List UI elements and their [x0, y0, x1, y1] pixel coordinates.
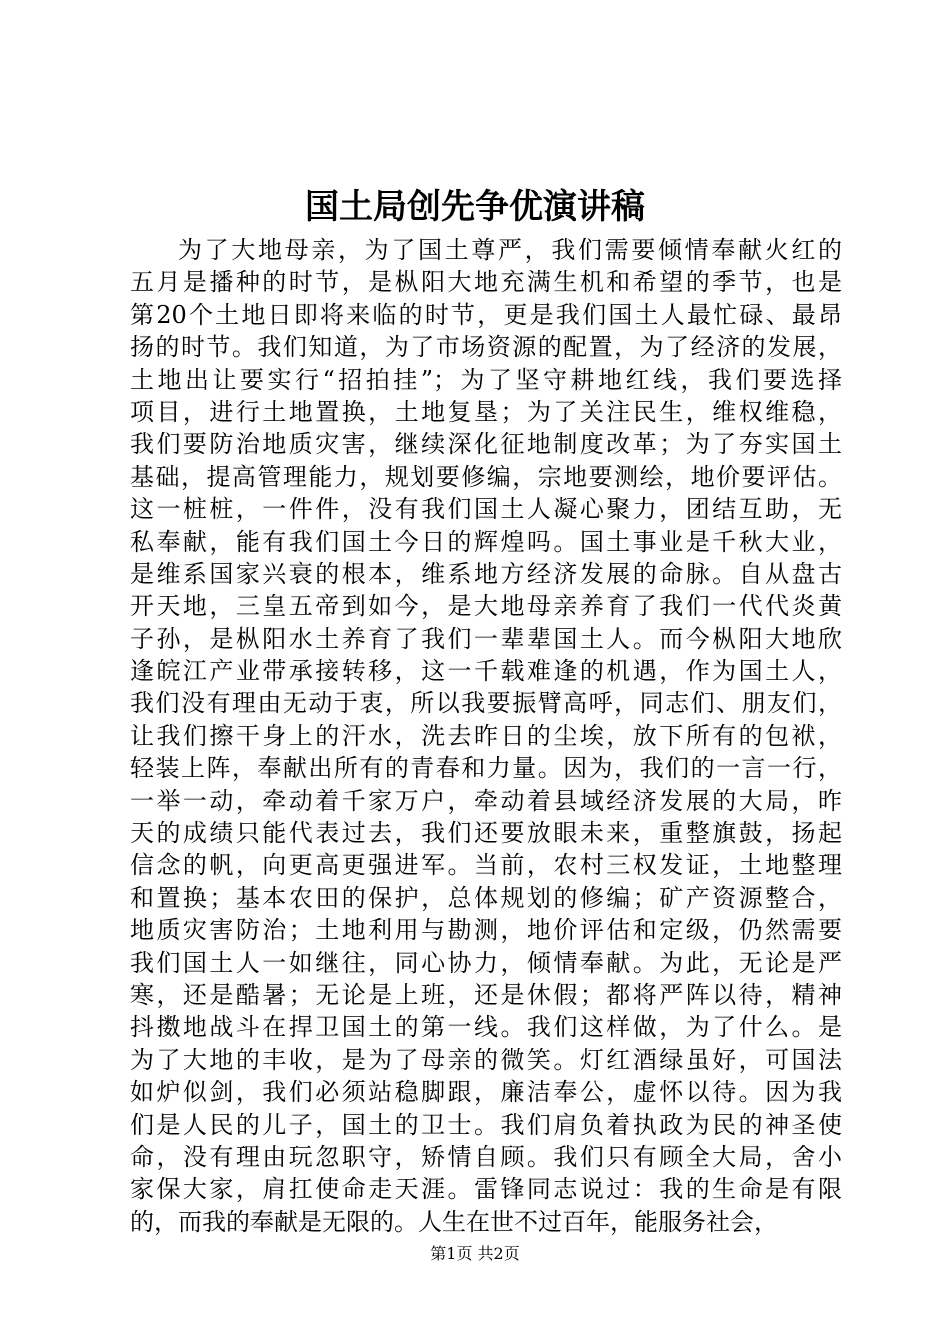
- body-line: 是维系国家兴衰的根本，维系地方经济发展的命脉。自从盘古: [130, 559, 842, 588]
- body-line: 的，而我的奉献是无限的。人生在世不过百年，能服务社会，: [130, 1207, 778, 1236]
- speech-body: [130, 234, 842, 1238]
- body-line: 第20个土地日即将来临的时节，更是我们国土人最忙碌、最昂: [130, 300, 842, 329]
- body-line: 命，没有理由玩忽职守，矫情自顾。我们只有顾全大局，舍小: [130, 1142, 842, 1171]
- body-line: 地质灾害防治；土地利用与勘测，地价评估和定级，仍然需要: [130, 916, 842, 945]
- body-line: 扬的时节。我们知道，为了市场资源的配置，为了经济的发展，: [130, 333, 842, 362]
- body-line: 逢皖江产业带承接转移，这一千载难逢的机遇，作为国土人，: [130, 657, 842, 686]
- body-line: 一举一动，牵动着千家万户，牵动着县域经济发展的大局，昨: [130, 786, 842, 815]
- body-line: 们是人民的儿子，国土的卫士。我们肩负着执政为民的神圣使: [130, 1110, 842, 1139]
- body-line: 让我们擦干身上的汗水，洗去昨日的尘埃，放下所有的包袱，: [130, 721, 842, 750]
- body-line: 私奉献，能有我们国土今日的辉煌吗。国土事业是千秋大业，: [130, 527, 842, 556]
- body-line: 为了大地的丰收，是为了母亲的微笑。灯红酒绿虽好，可国法: [130, 1045, 842, 1074]
- body-line: 我们没有理由无动于衷，所以我要振臂高呼，同志们、朋友们，: [130, 689, 842, 718]
- page-footer: 第1页 共2页: [430, 1244, 520, 1263]
- body-line: 子孙，是枞阳水土养育了我们一辈辈国土人。而今枞阳大地欣: [130, 624, 842, 653]
- body-line: 如炉似剑，我们必须站稳脚跟，廉洁奉公，虚怀以待。因为我: [130, 1078, 842, 1107]
- body-line: 项目，进行土地置换，土地复垦；为了关注民生，维权维稳，: [130, 397, 842, 426]
- page-title: 国土局创先争优演讲稿: [305, 187, 645, 227]
- body-line: 这一桩桩，一件件，没有我们国土人凝心聚力，团结互助，无: [130, 495, 842, 524]
- body-line: 抖擞地战斗在捍卫国土的第一线。我们这样做，为了什么。是: [130, 1013, 842, 1042]
- body-line: 开天地，三皇五帝到如今，是大地母亲养育了我们一代代炎黄: [130, 592, 842, 621]
- body-line: 五月是播种的时节，是枞阳大地充满生机和希望的季节，也是: [130, 268, 842, 297]
- body-line: 我们要防治地质灾害，继续深化征地制度改革；为了夯实国土: [130, 430, 842, 459]
- body-line: 土地出让要实行“招拍挂”；为了坚守耕地红线，我们要选择: [130, 365, 842, 394]
- body-line: 我们国土人一如继往，同心协力，倾情奉献。为此，无论是严: [130, 948, 842, 977]
- body-line: 寒，还是酷暑；无论是上班，还是休假；都将严阵以待，精神: [130, 980, 842, 1009]
- body-line: 信念的帆，向更高更强进军。当前，农村三权发证，土地整理: [130, 851, 842, 880]
- body-line: 和置换；基本农田的保护，总体规划的修编；矿产资源整合，: [130, 883, 842, 912]
- body-line: 基础，提高管理能力，规划要修编，宗地要测绘，地价要评估。: [130, 462, 842, 491]
- body-line: 天的成绩只能代表过去，我们还要放眼未来，重整旗鼓，扬起: [130, 819, 842, 848]
- body-line: 轻装上阵，奉献出所有的青春和力量。因为，我们的一言一行，: [130, 754, 842, 783]
- body-line: 为了大地母亲，为了国土尊严，我们需要倾情奉献火红的: [178, 236, 842, 264]
- body-line: 家保大家，肩扛使命走天涯。雷锋同志说过：我的生命是有限: [130, 1175, 842, 1204]
